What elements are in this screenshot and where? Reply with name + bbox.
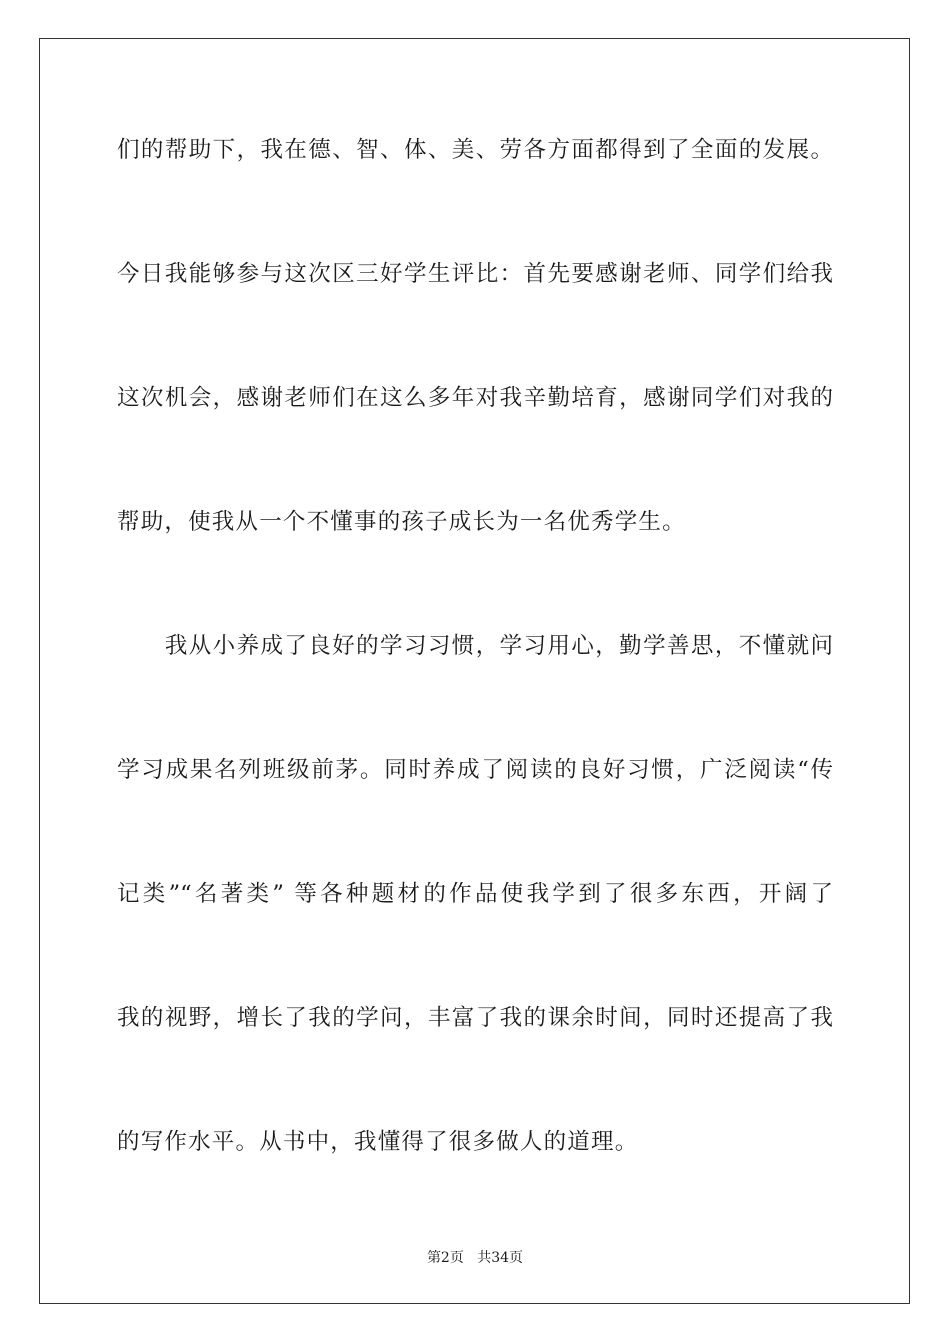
- text-line: 的写作水平。从书中，我懂得了很多做人的道理。: [117, 1129, 639, 1155]
- text-line: 学习成果名列班级前茅。同时养成了阅读的良好习惯，广泛阅读“传: [117, 757, 833, 783]
- text-line: 今日我能够参与这次区三好学生评比：首先要感谢老师、同学们给我: [117, 261, 833, 287]
- text-line: 这次机会，感谢老师们在这么多年对我辛勤培育，感谢同学们对我的: [117, 385, 833, 411]
- page-footer: [0, 1248, 950, 1268]
- total-pages: 共34页: [477, 1250, 524, 1266]
- text-line: 我的视野，增长了我的学问，丰富了我的课余时间，同时还提高了我: [117, 1005, 833, 1031]
- page-number: 第2页: [426, 1250, 464, 1266]
- page-border: [39, 38, 910, 1304]
- text-line: 们的帮助下，我在德、智、体、美、劳各方面都得到了全面的发展。: [117, 137, 833, 163]
- text-line: 记类”“名著类” 等各种题材的作品使我学到了很多东西，开阔了: [117, 881, 833, 907]
- text-line: 我从小养成了良好的学习习惯，学习用心，勤学善思，不懂就问: [117, 633, 833, 659]
- text-line: 帮助，使我从一个不懂事的孩子成长为一名优秀学生。: [117, 509, 686, 535]
